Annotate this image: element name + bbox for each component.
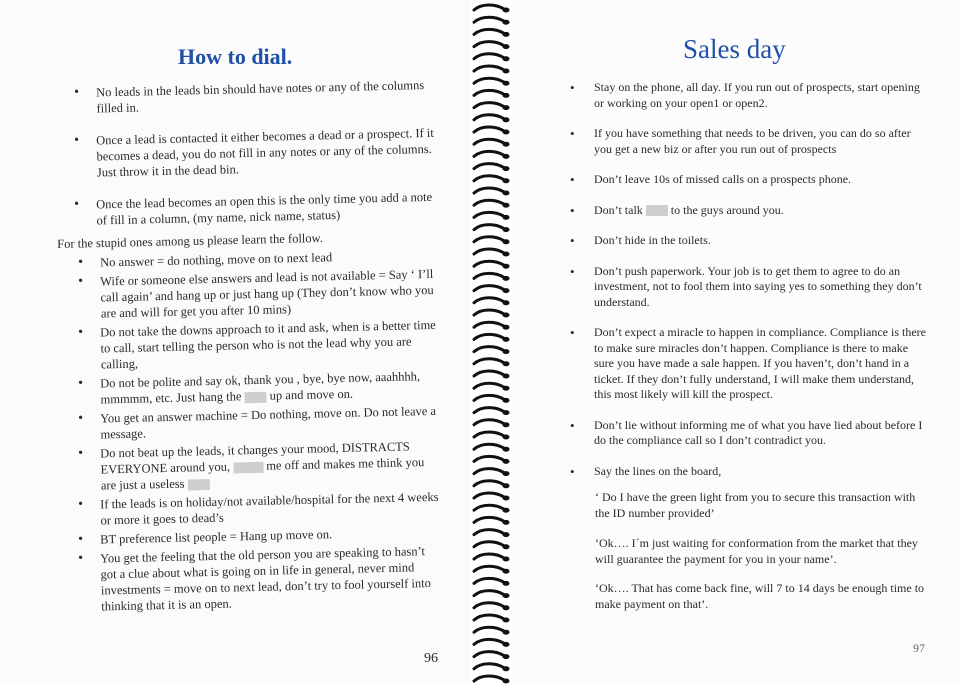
binding-coil xyxy=(474,383,504,388)
binding-coil xyxy=(474,530,504,535)
binding-coil xyxy=(474,273,504,278)
binding-coil xyxy=(474,408,504,413)
rule-2: • Wife or someone else answers and lead is not available = Say ‘ I’ll call again’ and hang up or just hang up (They don’t know who you are and will for get you after 10 mins) xyxy=(78,266,441,322)
binding-coil xyxy=(474,42,504,47)
quote-line-1: ‘ Do I have the green light from you to secure this transaction with the ID number provided’ xyxy=(595,490,916,520)
binding-coil xyxy=(474,615,504,620)
binding-hole xyxy=(503,435,510,440)
right-bullet-7: • Don’t expect a miracle to happen in compliance. Compliance is there to make sure miracles don’t happen. Compliance is there to make sure you have made a sale happen. If you haven’t, don’t hand in a ticket. If they don’t fully understand, I will make them understand, this most likely will kill the prospect. xyxy=(570,325,930,403)
binding-hole xyxy=(503,557,510,562)
binding-coil xyxy=(474,444,504,449)
rule-6-before: Do not beat up the leads, it changes your mood, DISTRACTS EVERYONE around you, xyxy=(100,439,410,477)
binding-coil xyxy=(474,188,504,193)
binding-coil xyxy=(474,591,504,596)
binding-coil xyxy=(474,542,504,547)
binding-hole xyxy=(503,81,510,86)
binding-coil xyxy=(474,249,504,254)
binding-hole xyxy=(503,496,510,501)
rule-5: • You get an answer machine = Do nothing, move on. Do not leave a message. xyxy=(78,403,441,443)
binding-coil xyxy=(474,420,504,425)
binding-hole xyxy=(503,8,510,13)
right-bullet-6: • Don’t push paperwork. Your job is to get them to agree to do an investment, not to fool them into saying yes to something they don’t understand. xyxy=(570,264,930,311)
binding-coil xyxy=(474,639,504,644)
rule-4-before: Do not be polite and say ok, thank you , bye, bye now, aaahhhh, mmmmm, etc. Just hang the xyxy=(100,369,421,407)
binding-hole xyxy=(503,398,510,403)
binding-hole xyxy=(503,32,510,37)
right-bullet-8: • Don’t lie without informing me of what you have lied about before I do the compliance call so I don’t contradict you. xyxy=(570,418,930,449)
binding-hole xyxy=(503,93,510,98)
binding-hole xyxy=(503,69,510,74)
binding-coil xyxy=(474,517,504,522)
binding-coil xyxy=(474,347,504,352)
left-page-title: How to dial. xyxy=(178,44,293,69)
binding-hole xyxy=(503,483,510,488)
binding-coil xyxy=(474,78,504,83)
binding-hole xyxy=(503,239,510,244)
binding-hole xyxy=(503,56,510,61)
binding-hole xyxy=(503,203,510,208)
binding-coil xyxy=(474,139,504,144)
binding-coil xyxy=(474,151,504,156)
binding-hole xyxy=(503,252,510,257)
binding-coil xyxy=(474,5,504,10)
rule-9: • You get the feeling that the old person you are speaking to hasn’t got a clue about what is going on in life in general, never mind investments = move on to next lead, don’t try to fool yourself into thinking that it is an open. xyxy=(78,543,441,615)
binding-coil xyxy=(474,481,504,486)
binding-hole xyxy=(503,166,510,171)
rule-1: • No answer = do nothing, move on to next lead xyxy=(78,247,440,271)
binding-hole xyxy=(503,666,510,671)
binding-hole xyxy=(503,581,510,586)
left-bullet-list xyxy=(74,78,434,245)
binding-hole xyxy=(503,532,510,537)
binding-coil xyxy=(474,115,504,120)
binding-coil xyxy=(474,127,504,132)
binding-hole xyxy=(503,508,510,513)
right-page-title: Sales day xyxy=(683,34,786,64)
rule-6-after: me off and makes me think you are just a useless xyxy=(100,455,425,493)
binding-coil xyxy=(474,164,504,169)
binding-hole xyxy=(503,593,510,598)
binding-hole xyxy=(503,227,510,232)
binding-coil xyxy=(474,627,504,632)
binding-hole xyxy=(503,471,510,476)
binding-coil xyxy=(474,200,504,205)
binding-hole xyxy=(503,349,510,354)
binding-hole xyxy=(503,374,510,379)
binding-hole xyxy=(503,605,510,610)
binding-hole xyxy=(503,618,510,623)
left-bullet-3: • Once the lead becomes an open this is the only time you add a note of fill in a column, (my name, nick name, status) xyxy=(74,189,435,229)
binding-hole xyxy=(503,288,510,293)
right-bullet-2: • If you have something that needs to be driven, you can do so after you get a new biz or after you run out of prospects xyxy=(570,126,930,157)
rule-6 xyxy=(78,438,441,494)
redaction-block xyxy=(244,391,266,402)
rule-4 xyxy=(78,368,441,408)
binding-hole xyxy=(503,386,510,391)
binding-coil xyxy=(474,286,504,291)
binding-hole xyxy=(503,313,510,318)
binding-hole xyxy=(503,300,510,305)
binding-hole xyxy=(503,142,510,147)
binding-coil xyxy=(474,505,504,510)
binding-hole xyxy=(503,215,510,220)
quote-line-2: ‘Ok…. I´m just waiting for conformation from the market that they will guarantee the payment for you in your name’. xyxy=(595,536,918,566)
binding-coil xyxy=(474,90,504,95)
rule-7: • If the leads is on holiday/not available/hospital for the next 4 weeks or more it goes to dead’s xyxy=(78,489,441,529)
redaction-block xyxy=(646,205,668,216)
binding-coil xyxy=(474,225,504,230)
right-bullet-4 xyxy=(570,203,930,219)
right-bullet-4-before: Don’t talk xyxy=(594,202,643,217)
binding-coil xyxy=(474,676,504,681)
rules-list xyxy=(78,250,440,618)
spiral-binding xyxy=(462,0,518,685)
quote-line-3: ‘Ok…. That has come back fine, will 7 to 14 days be enough time to make payment on that’. xyxy=(595,581,925,611)
binding-coil xyxy=(474,554,504,559)
rule-3: • Do not take the downs approach to it and ask, when is a better time to call, start telling the person who is not the lead why you are calling, xyxy=(78,317,441,373)
binding-coil xyxy=(474,176,504,181)
binding-hole xyxy=(503,642,510,647)
binding-hole xyxy=(503,410,510,415)
right-page-number: 97 xyxy=(913,641,925,655)
binding-hole xyxy=(503,447,510,452)
binding-coil xyxy=(474,66,504,71)
binding-coil xyxy=(474,395,504,400)
right-bullet-9: • Say the lines on the board, xyxy=(570,464,930,480)
binding-coil xyxy=(474,322,504,327)
binding-coil xyxy=(474,664,504,669)
binding-coil xyxy=(474,493,504,498)
binding-coil xyxy=(474,371,504,376)
binding-coil xyxy=(474,310,504,315)
binding-coil xyxy=(474,298,504,303)
binding-hole xyxy=(503,544,510,549)
binding-coil xyxy=(474,212,504,217)
binding-coil xyxy=(474,469,504,474)
binding-coil xyxy=(474,566,504,571)
left-bullet-1: • No leads in the leads bin should have notes or any of the columns filled in. xyxy=(74,77,435,117)
binding-coil xyxy=(474,261,504,266)
binding-hole xyxy=(503,325,510,330)
binding-hole xyxy=(503,654,510,659)
right-bullet-5: • Don’t hide in the toilets. xyxy=(570,233,930,249)
binding-coil xyxy=(474,359,504,364)
binding-coil xyxy=(474,29,504,34)
binding-hole xyxy=(503,361,510,366)
binding-hole xyxy=(503,191,510,196)
binding-hole xyxy=(503,44,510,49)
binding-hole xyxy=(503,569,510,574)
binding-hole xyxy=(503,20,510,25)
binding-hole xyxy=(503,459,510,464)
redaction-block xyxy=(233,461,263,473)
binding-coil xyxy=(474,432,504,437)
binding-hole xyxy=(503,337,510,342)
binding-hole xyxy=(503,679,510,684)
binding-coil xyxy=(474,652,504,657)
binding-hole xyxy=(503,178,510,183)
stupid-ones-intro: For the stupid ones among us please learn the follow. xyxy=(57,230,324,251)
binding-coil xyxy=(474,456,504,461)
binding-coil xyxy=(474,603,504,608)
rule-8: • BT preference list people = Hang up move on. xyxy=(78,524,440,548)
binding-coil xyxy=(474,334,504,339)
binding-hole xyxy=(503,105,510,110)
right-bullet-4-after: to the guys around you. xyxy=(670,202,784,217)
binding-coil xyxy=(474,103,504,108)
binding-hole xyxy=(503,276,510,281)
binding-hole xyxy=(503,264,510,269)
binding-hole xyxy=(503,630,510,635)
right-bullet-3: • Don’t leave 10s of missed calls on a prospects phone. xyxy=(570,172,930,188)
rule-4-after: up and move on. xyxy=(269,386,354,403)
left-bullet-2: • Once a lead is contacted it either becomes a dead or a prospect. If it becomes a dead, you do not fill in any notes or any of the columns. Just throw it in the dead bin. xyxy=(74,125,435,181)
binding-coil xyxy=(474,54,504,59)
binding-hole xyxy=(503,130,510,135)
binding-hole xyxy=(503,154,510,159)
redaction-block xyxy=(188,479,210,490)
right-bullet-1: • Stay on the phone, all day. If you run out of prospects, start opening or working on your open1 or open2. xyxy=(570,80,930,111)
binding-hole xyxy=(503,117,510,122)
binding-coil xyxy=(474,578,504,583)
binding-coil xyxy=(474,17,504,22)
binding-hole xyxy=(503,520,510,525)
binding-coil xyxy=(474,237,504,242)
right-bullet-list xyxy=(570,80,930,494)
binding-hole xyxy=(503,422,510,427)
left-page-number: 96 xyxy=(424,651,438,666)
